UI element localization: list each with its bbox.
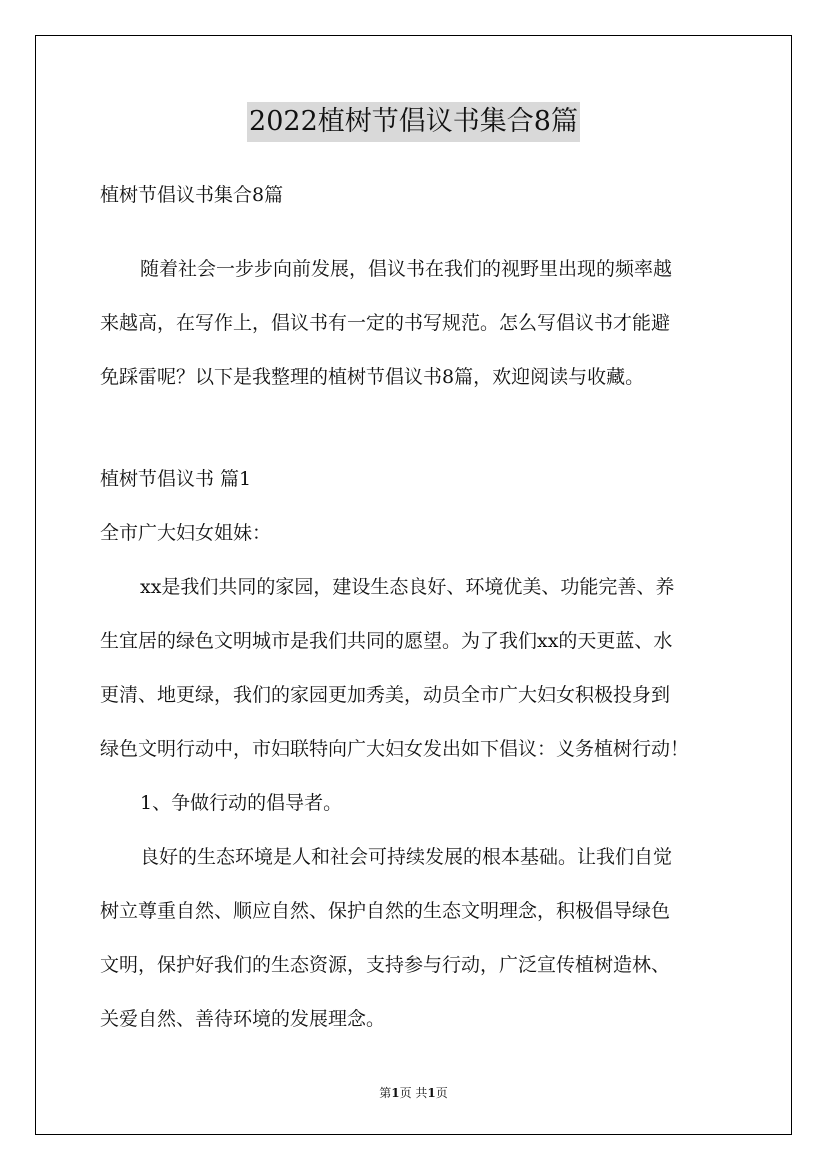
paragraph-line: xx是我们共同的家园，建设生态良好、环境优美、功能完善、养 <box>140 576 675 598</box>
spacer <box>100 214 740 242</box>
salutation: 全市广大妇女姐妹： <box>100 522 272 544</box>
footer-mid: 页 共 <box>399 1086 428 1100</box>
paragraph-1 <box>100 560 740 776</box>
footer-suffix: 页 <box>435 1086 448 1100</box>
list-item-1-wrap <box>100 776 740 830</box>
footer-prefix: 第 <box>379 1086 392 1100</box>
paragraph-2 <box>100 830 740 1046</box>
paragraph-line: 文明，保护好我们的生态资源，支持参与行动，广泛宣传植树造林、 <box>100 954 671 976</box>
spacer <box>100 404 740 452</box>
intro-line: 随着社会一步步向前发展，倡议书在我们的视野里出现的频率越 <box>140 258 673 280</box>
intro-line: 免踩雷呢？以下是我整理的植树节倡议书8篇，欢迎阅读与收藏。 <box>100 366 645 388</box>
paragraph-line: 良好的生态环境是人和社会可持续发展的根本基础。让我们自觉 <box>140 846 673 868</box>
footer-page-total: 1 <box>427 1086 436 1100</box>
intro-paragraph <box>100 242 740 404</box>
document-body <box>100 176 740 1046</box>
document-subtitle: 植树节倡议书集合8篇 <box>100 184 284 206</box>
paragraph-line: 树立尊重自然、顺应自然、保护自然的生态文明理念，积极倡导绿色 <box>100 900 671 922</box>
paragraph-line: 关爱自然、善待环境的发展理念。 <box>100 1008 386 1030</box>
document-title-wrap <box>0 102 827 142</box>
section-heading: 植树节倡议书 篇1 <box>100 468 252 490</box>
paragraph-line: 绿色文明行动中，市妇联特向广大妇女发出如下倡议：义务植树行动！ <box>100 738 690 760</box>
page-footer <box>0 1084 827 1101</box>
intro-line: 来越高，在写作上，倡议书有一定的书写规范。怎么写倡议书才能避 <box>100 312 671 334</box>
footer-page-current: 1 <box>391 1086 400 1100</box>
document-title: 2022植树节倡议书集合8篇 <box>247 102 580 142</box>
list-item: 1、争做行动的倡导者。 <box>140 792 343 814</box>
paragraph-line: 生宜居的绿色文明城市是我们共同的愿望。为了我们xx的天更蓝、水 <box>100 630 673 652</box>
paragraph-line: 更清、地更绿，我们的家园更加秀美，动员全市广大妇女积极投身到 <box>100 684 671 706</box>
